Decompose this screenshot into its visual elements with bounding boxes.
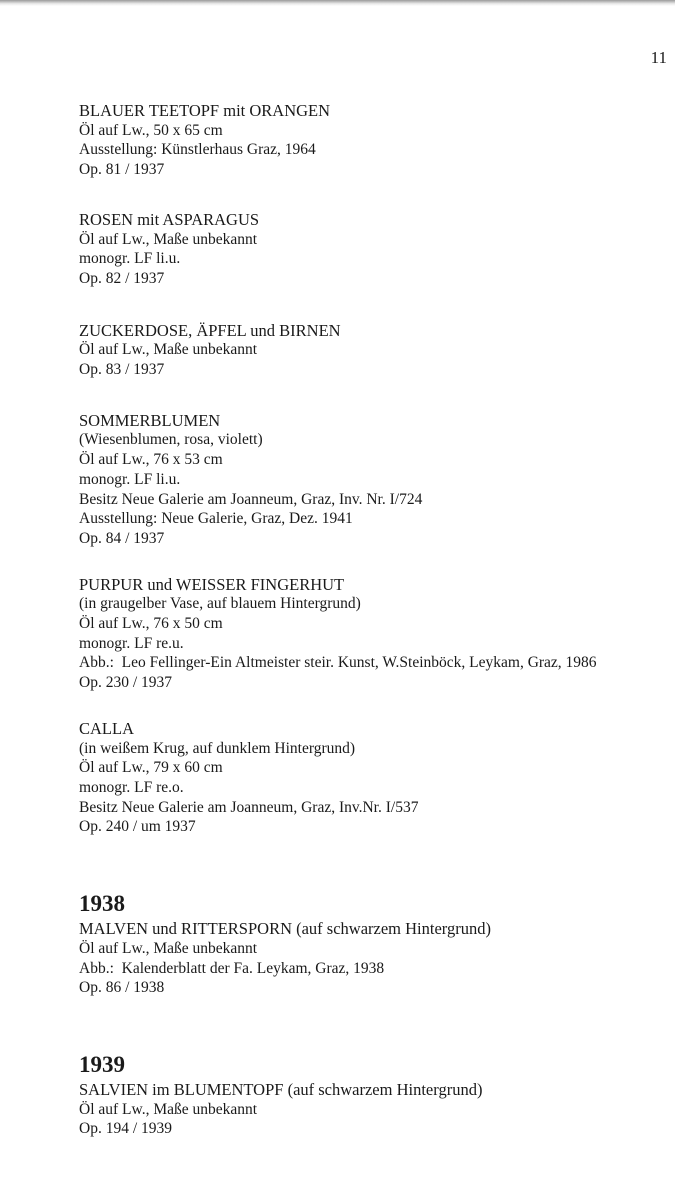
entry-title: ROSEN mit ASPARAGUS: [79, 209, 260, 229]
year-heading: 1938: [79, 891, 125, 917]
entry-medium: Öl auf Lw., 79 x 60 cm: [79, 759, 223, 777]
entry-title: SALVIEN im BLUMENTOPF (auf schwarzem Hintergrund): [79, 1079, 483, 1099]
year-heading: 1939: [79, 1051, 125, 1077]
entry-signature: monogr. LF re.u.: [79, 634, 184, 652]
entry-medium: Öl auf Lw., 76 x 53 cm: [79, 451, 223, 469]
year-section-1938: [79, 889, 673, 998]
entry-title: CALLA: [79, 718, 134, 738]
year-section-1939: [79, 1050, 673, 1139]
catalogue-entry-fingerhut: [79, 575, 673, 693]
entry-illustration: Abb.: Leo Fellinger-Ein Altmeister steir. Kunst, W.Steinböck, Leykam, Graz, 1986: [79, 654, 597, 672]
entry-title: SOMMERBLUMEN: [79, 410, 221, 430]
page-top-edge: [0, 0, 675, 6]
entry-owner: Besitz Neue Galerie am Joanneum, Graz, Inv.Nr. I/537: [79, 798, 419, 816]
catalogue-content: [79, 101, 673, 1139]
entry-opus: Op. 240 / um 1937: [79, 818, 196, 836]
entry-medium: Öl auf Lw., 76 x 50 cm: [79, 615, 223, 633]
entry-medium: Öl auf Lw., Maße unbekannt: [79, 1100, 258, 1118]
entry-medium: Öl auf Lw., 50 x 65 cm: [79, 121, 223, 139]
entry-exhibition: Ausstellung: Künstlerhaus Graz, 1964: [79, 141, 316, 159]
entry-subtitle: (in weißem Krug, auf dunklem Hintergrund): [79, 739, 356, 757]
entry-title: BLAUER TEETOPF mit ORANGEN: [79, 101, 331, 120]
entry-subtitle: (Wiesenblumen, rosa, violett): [79, 431, 263, 449]
entry-medium: Öl auf Lw., Maße unbekannt: [79, 939, 258, 957]
entry-signature: monogr. LF re.o.: [79, 778, 184, 796]
entry-signature: monogr. LF li.u.: [79, 250, 181, 268]
catalogue-entry-calla: [79, 719, 673, 837]
entry-title: MALVEN und RITTERSPORN (auf schwarzem Hintergrund): [79, 919, 491, 939]
entry-opus: Op. 86 / 1938: [79, 979, 165, 997]
entry-opus: Op. 82 / 1937: [79, 269, 165, 287]
entry-opus: Op. 230 / 1937: [79, 674, 172, 692]
entry-opus: Op. 83 / 1937: [79, 361, 165, 379]
catalogue-entry-rosen: [79, 210, 673, 289]
entry-title: PURPUR und WEISSER FINGERHUT: [79, 574, 345, 594]
entry-illustration: Abb.: Kalenderblatt der Fa. Leykam, Graz, 1938: [79, 959, 385, 977]
catalogue-entry-blauer-teetopf: [79, 101, 673, 180]
entry-owner: Besitz Neue Galerie am Joanneum, Graz, Inv. Nr. I/724: [79, 490, 423, 508]
entry-opus: Op. 194 / 1939: [79, 1120, 172, 1138]
catalogue-entry-zuckerdose: [79, 321, 673, 380]
entry-signature: monogr. LF li.u.: [79, 470, 181, 488]
entry-medium: Öl auf Lw., Maße unbekannt: [79, 230, 258, 248]
page-number: 11: [650, 48, 667, 67]
entry-title: ZUCKERDOSE, ÄPFEL und BIRNEN: [79, 320, 341, 340]
entry-subtitle: (in graugelber Vase, auf blauem Hintergrund): [79, 595, 361, 613]
catalogue-entry-sommerblumen: [79, 411, 673, 549]
entry-exhibition: Ausstellung: Neue Galerie, Graz, Dez. 1941: [79, 510, 353, 528]
entry-opus: Op. 84 / 1937: [79, 529, 165, 547]
entry-opus: Op. 81 / 1937: [79, 161, 165, 179]
entry-medium: Öl auf Lw., Maße unbekannt: [79, 341, 258, 359]
